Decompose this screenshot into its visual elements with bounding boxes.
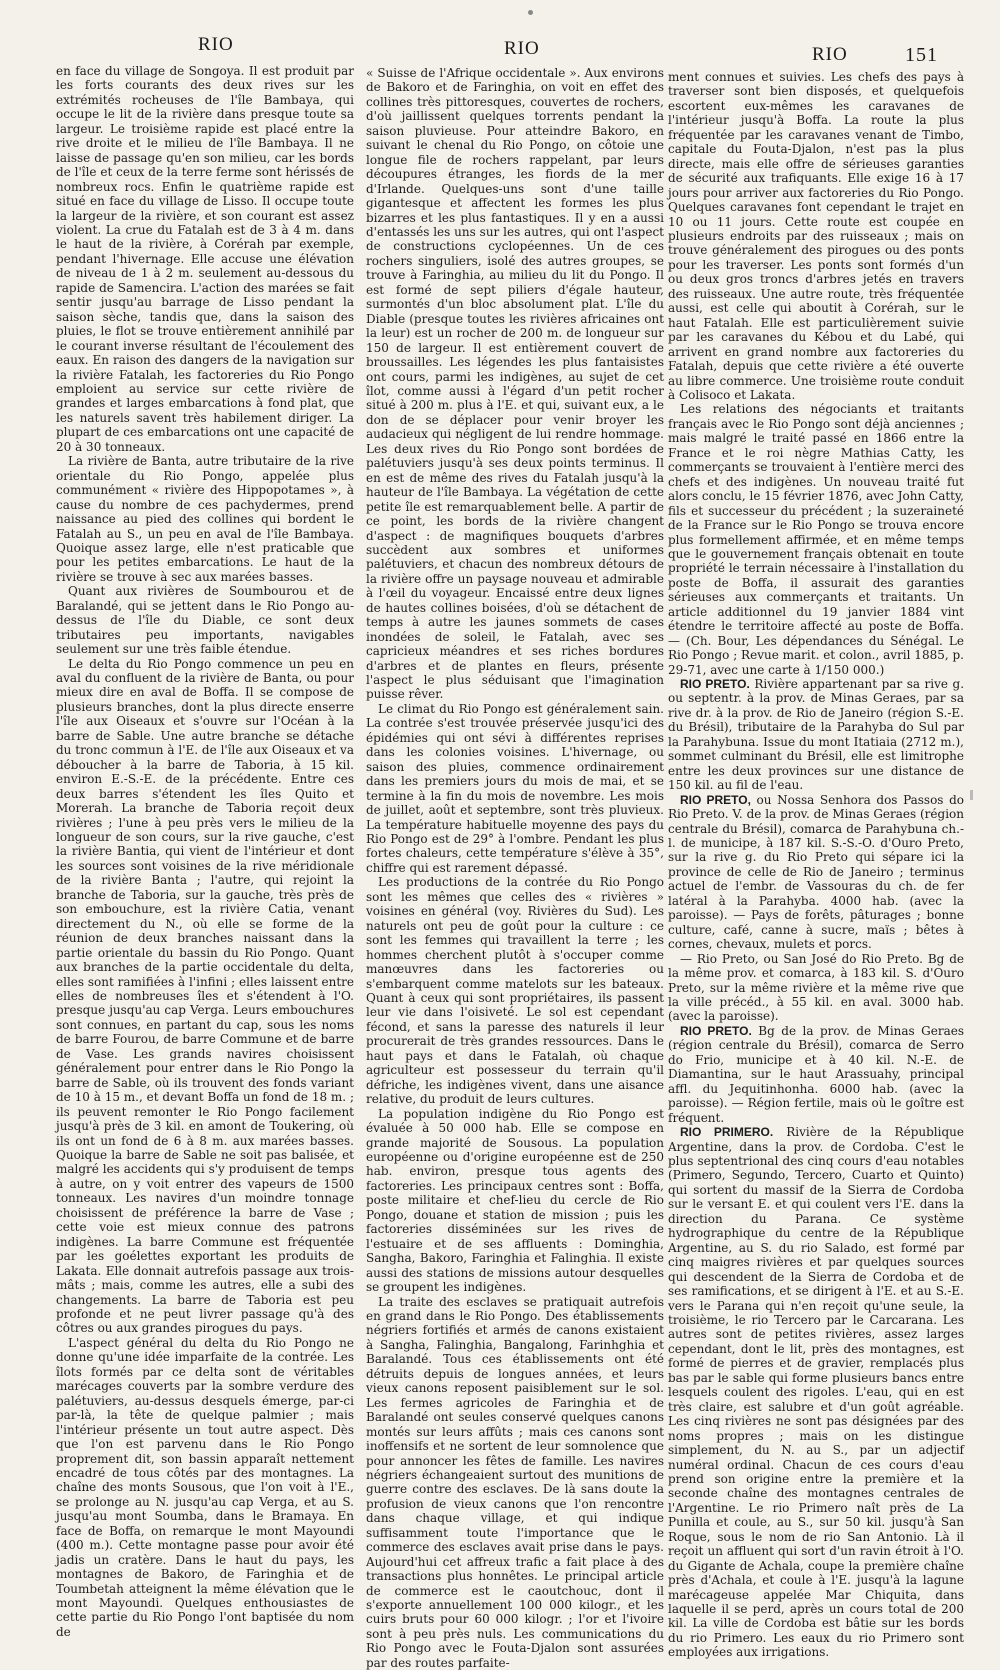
entry-headword: RIO PRETO.: [680, 1023, 752, 1038]
paragraph: Les productions de la contrée du Rio Pongo sont les mêmes que celles des « rivières » voisines en général (voy. Rivières du Sud). Les naturels ont peu de goût pour la culture : ce sont les femmes qui travaillent la terre ; les hommes cherchent plutôt à s'occuper comme manœuvres dans les factoreries ou s'embarquent comme matelots sur les bateaux. Quant à ceux qui sont propriétaires, ils passent leur vie dans l'oisiveté. Le sol est cependant fécond, et sans la paresse des naturels il leur procurerait de très grandes ressources. Dans le haut pays et dans le Fatalah, où chaque agriculteur est possesseur du terrain qu'il défriche, les indigènes vivent, dans une aisance relative, du produit de leurs cultures.: [366, 875, 664, 1107]
margin-mark: [970, 790, 973, 800]
paragraph: L'aspect général du delta du Rio Pongo ne donne qu'une idée imparfaite de la contrée. Les îlots formés par ce delta sont de véritables marécages couverts par la sombre verdure des palétuviers, au-dessus desquels émerge, par-ci par-là, la tête de quelque palmier ; mais l'intérieur présente un tout autre aspect. Dès que l'on est parvenu dans le Rio Pongo proprement dit, son bassin apparaît nettement encadré de tous côtés par des montagnes. La chaîne des monts Sousous, que l'on voit à l'E., se prolonge au N. jusqu'au cap Verga, et au S. jusqu'au mont Soumba, dans le Bramaya. En face de Boffa, on remarque le mont Mayoundi (400 m.). Cette montagne passe pour avoir été jadis un cratère. Dans le haut du pays, les montagnes de Bakoro, de Faringhia et de Toumbetah atteignent la même élévation que le mont Mayoundi. Quelques enthousiastes de cette partie du Rio Pongo l'ont baptisée du nom de: [56, 1335, 354, 1639]
entry-body: Bg de la prov. de Minas Geraes (région centrale du Brésil), comarca de Serro do Frio, municipe et à 40 kil. N.-E. de Diamantina, sur le haut Arassuahy, principal affl. du Jequitinhonha. 6000 hab. (avec la paroisse). — Région fertile, mais où le goître est fréquent.: [668, 1023, 965, 1125]
page-number: 151: [905, 44, 938, 66]
paragraph: La traite des esclaves se pratiquait autrefois en grand dans le Rio Pongo. Des établissements négriers fortifiés et armés de canons existaient à Sangha, Falinghia, Bangalong, Farinhghia et Baralandé. Tous ces établissements ont été détruits depuis de longues années, et leurs vieux canons reposent paisiblement sur le sol. Les fermes agricoles de Faringhia et de Baralandé ont seules conservé quelques canons montés sur leurs affûts ; mais ces canons sont inoffensifs et ne sortent de leur somnolence que pour annoncer les fêtes de famille. Les navires négriers échangeaient surtout des munitions de guerre contre des esclaves. De là sans doute la profusion de vieux canons que l'on rencontre dans chaque village, et qui indique suffisamment toute l'importance que le commerce des esclaves avait prise dans le pays. Aujourd'hui cet affreux trafic a fait place à des transactions plus honnêtes. Le principal article de commerce est le caoutchouc, dont il s'exporte annuellement 100 000 kilogr., et les cuirs bruts pour 60 000 kilogr. ; l'or et l'ivoire sont à peu près nuls. Les communications du Rio Pongo avec le Fouta-Djalon sont assurées par des routes parfaite-: [366, 1294, 664, 1670]
entry-rio-preto-town: [668, 793, 964, 952]
paragraph: La population indigène du Rio Pongo est évaluée à 50 000 hab. Elle se compose en grande majorité de Sousous. La population européenne ou d'origine européenne est de 250 hab. environ, presque tous agents des factoreries. Les principaux centres sont : Boffa, poste militaire et chef-lieu du cercle de Rio Pongo, douane et station de mission ; puis les factoreries disséminées sur les rives de l'estuaire et de ses affluents : Dominghia, Sangha, Bakoro, Faringhia et Falinghia. Il existe aussi des stations de missions autour desquelles se groupent les indigènes.: [366, 1106, 664, 1295]
entry-body: ou Nossa Senhora dos Passos do Rio Preto. V. de la prov. de Minas Geraes (région centrale du Brésil), comarca de Parahybuna ch.-l. de municipe, à 187 kil. S.-S.-O. d'Ouro Preto, sur la rive g. du Rio Preto qui sépare ici la province de celle de Rio de Janeiro ; terminus actuel de l'embr. de Vassouras du ch. de fer latéral à la Parahyba. 4000 hab. (avec la paroisse). — Pays de forêts, pâturages ; bonne culture, café, canne à sucre, maïs ; bêtes à cornes, chevaux, mulets et porcs.: [668, 792, 964, 952]
running-header-right: RIO: [812, 44, 848, 65]
entry-headword: RIO PRIMERO.: [680, 1125, 774, 1140]
entry-body: Rivière de la République Argentine, dans la prov. de Cordoba. C'est le plus septentrional des cinq cours d'eau notables (Primero, Segundo, Tercero, Cuarto et Quinto) qui sortent du massif de la Sierra de Cordoba sur le versant E. et qui coulent vers l'E. dans la direction du Parana. Ce système hydrographique du centre de la République Argentine, au S. du rio Salado, est formé par cinq maigres rivières et par quelques sources qui descendent de la Sierra de Cordoba et de ses ramifications, et se dirigent à l'E. et au S.-E. vers le Parana qui n'en reçoit qu'une seule, la troisième, le rio Tercero par le Carcarana. Les autres sont de petites rivières, assez larges cependant, dont le lit, près des montagnes, est formé de pierres et de gravier, remplacés plus bas par le sable qui forme plusieurs bancs entre lesquels coulent des rigoles. L'eau, qui en est très claire, est salubre et d'un goût agréable. Les cinq rivières ne sont pas désignées par des noms propres ; mais on les distingue simplement, du N. au S., par un adjectif numéral ordinal. Chacun de ces cours d'eau prend son origine entre la première et la seconde chaîne des montagnes centrales de l'Argentine. Le rio Primero naît près de La Punilla et coule, au S., sur 50 kil. jusqu'à San Roque, sous le nom de rio San Antonio. Là il reçoit un affluent qui sort d'un ravin étroit à l'O. du Gigante de Achala, coupe la première chaîne près d'Achala, et coule à l'E. jusqu'à la lagune marécageuse appelée Mar Chiquita, dans laquelle il se perd, après un cours total de 200 kil. La ville de Cordoba est bâtie sur les bords du rio Primero. Les eaux du rio Primero sont employées aux irrigations.: [668, 1125, 964, 1660]
column-middle: [366, 66, 664, 1670]
running-header-left: RIO: [198, 34, 234, 55]
entry-rio-preto-sub: [668, 952, 964, 1024]
paragraph: « Suisse de l'Afrique occidentale ». Aux environs de Bakoro et de Faringhia, on voit en effet des collines très pittoresques, couvertes de rochers, d'où jaillissent quelques torrents pendant la saison pluvieuse. Pour atteindre Bakoro, en suivant le chenal du Rio Pongo, on côtoie une longue file de rochers rappelant, par leurs découpures étranges, les fiords de la mer d'Irlande. Quelques-uns sont d'une taille gigantesque et affectent les formes les plus bizarres et les plus fantastiques. Il y en a aussi d'entassés les uns sur les autres, qui ont l'aspect de constructions cyclopéennes. Un de ces rochers singuliers, isolé des autres groupes, se trouve à Faringhia, au milieu du lit du Pongo. Il est formé de sept piliers d'égale hauteur, surmontés d'un bloc absolument plat. L'île du Diable (presque toutes les rivières africaines ont la leur) est un rocher de 200 m. de longueur sur 150 de largeur. Il est entièrement couvert de broussailles. Les légendes les plus fantaisistes ont cours, parmi les indigènes, au sujet de cet îlot, comme aussi à l'égard d'un petit rocher situé à 200 m. plus à l'E. et qui, suivant eux, a le don de se déplacer pour venir broyer les audacieux qui négligent de lui rendre hommage. Les deux rives du Rio Pongo sont bordées de palétuviers jusqu'à ses deux points terminus. Il en est de même des rives du Fatalah jusqu'à la hauteur de l'île Bambaya. La végétation de cette petite île est remarquablement belle. A partir de ce point, les bords de la rivière changent d'aspect : de magnifiques bouquets d'arbres succèdent aux sombres et uniformes palétuviers, et chacun des nombreux détours de la rivière offre un paysage nouveau et admirable à l'œil du voyageur. Encaissé entre deux lignes de hautes collines boisées, d'où se détachent de temps à autre les jaunes sommets de cases inondées de soleil, le Fatalah, avec ses capricieux méandres et ses riches bordures d'arbres et de plantes en fleurs, présente l'aspect le plus séduisant que l'imagination puisse rêver.: [366, 66, 664, 702]
ink-dot: [528, 10, 533, 15]
column-left: [56, 64, 354, 1639]
paragraph: Le climat du Rio Pongo est généralement sain. La contrée s'est trouvée préservée jusqu'ici des épidémies qui ont sévi à différentes reprises dans les colonies voisines. L'hivernage, ou saison des pluies, commence ordinairement dans les premiers jours du mois de mai, et se termine à la fin du mois de novembre. Les mois de juillet, août et septembre, sont très pluvieux. La température habituelle moyenne des pays du Rio Pongo est de 29° à l'ombre. Pendant les plus fortes chaleurs, cette température s'élève à 35°, chiffre qui est rarement dépassé.: [366, 701, 664, 875]
entry-rio-primero: [668, 1125, 964, 1660]
paragraph: La rivière de Banta, autre tributaire de la rive orientale du Rio Pongo, appelée plus communément « rivière des Hippopotames », à cause du nombre de ces pachydermes, prend naissance au pied des collines qui bordent le Fatalah au S., un peu en aval de l'île Bambaya. Quoique assez large, elle n'est praticable que pour les petites embarcations. Le haut de la rivière se trouve à sec aux marées basses.: [56, 454, 354, 584]
paragraph: en face du village de Songoya. Il est produit par les forts courants des deux rives sur les extrémités rocheuses de l'île Bambaya, qui occupe le lit de la rivière dans presque toute sa largeur. Le troisième rapide est placé entre la rive droite et le milieu de l'île Bambaya. Il ne laisse de passage qu'en son milieu, car les bords de l'île et ceux de la terre ferme sont hérissés de nombreux rocs. Enfin le quatrième rapide est situé en face du village de Lisso. Il occupe toute la largeur de la rivière, et son courant est assez violent. La crue du Fatalah est de 3 à 4 m. dans le haut de la rivière, à Corérah par exemple, pendant l'hivernage. Elle accuse une élévation de niveau de 1 à 2 m. seulement au-dessous du rapide de Samencira. L'action des marées se fait sentir jusqu'au barrage de Lisso pendant la saison sèche, tandis que, dans la saison des pluies, le flot se trouve entièrement annihilé par le courant inverse résultant de l'écoulement des eaux. En raison des dangers de la navigation sur la rivière Fatalah, les factoreries du Rio Pongo emploient au service sur cette rivière de grandes et larges embarcations à fond plat, que les naturels savent très habilement diriger. La plupart de ces embarcations ont une capacité de 20 à 30 tonneaux.: [56, 64, 354, 454]
entry-body: — Rio Preto, ou San José do Rio Preto. Bg de la même prov. et comarca, à 183 kil. S. d'Ouro Preto, sur la même rivière et la même rive que la ville précéd., à 55 kil. en aval. 3000 hab. (avec la paroisse).: [668, 951, 964, 1024]
paragraph: Le delta du Rio Pongo commence un peu en aval du confluent de la rivière de Banta, ou pour mieux dire en aval de Boffa. Il se compose de plusieurs branches, dont la plus directe enserre l'île aux Oiseaux et s'ouvre sur l'Océan à la barre de Sable. Une autre branche se détache du tronc commun à l'E. de l'île aux Oiseaux et va déboucher à la barre de Taboria, à 15 kil. environ E.-S.-E. de la précédente. Entre ces deux barres s'étendent les îles Quito et Morerah. La branche de Taboria reçoit deux rivières ; l'une à peu près vers le milieu de la longueur de son cours, sur la rive gauche, c'est la rivière Bantia, qui vient de l'intérieur et dont les sources sont voisines de la rive méridionale de la rivière Banta ; l'autre, qui rejoint la branche de Taboria, sur la gauche, très près de son embouchure, est la rivière Catia, venant directement du N., où elle se forme de la réunion de deux branches naissant dans la partie orientale du bassin du Rio Pongo. Quant aux branches de la partie occidentale du delta, elles sont ramifiées à l'infini ; elles laissent entre elles de nombreuses îles et s'étendent à l'O. presque jusqu'au cap Verga. Leurs embouchures sont connues, en partant du cap, sous les noms de barre Fourou, de barre Commune et de barre de Vase. Les grands navires choisissent généralement pour entrer dans le Rio Pongo la barre de Sable, où ils trouvent des fonds variant de 10 à 15 m., et devant Boffa un fond de 18 m. ; ils peuvent remonter le Rio Pongo facilement jusqu'à près de 3 kil. en amont de Toukering, où ils ont un fond de 6 à 8 m. aux marées basses. Quoique la barre de Sable ne soit pas balisée, et malgré les accidents qui s'y produisent de temps à autre, on y voit entrer des vapeurs de 1500 tonneaux. Les navires d'un moindre tonnage choisissent de préférence la barre de Vase ; cette voie est mieux connue des patrons indigènes. La barre Commune est fréquentée par les goélettes exportant les produits de Lakata. Elle donnait autrefois passage aux trois-mâts ; mais, comme les autres, elle a subi des changements. La barre de Taboria est peu profonde et ne peut livrer passage qu'à des côtres ou aux grandes pirogues du pays.: [56, 656, 354, 1336]
paragraph: Les relations des négociants et traitants français avec le Rio Pongo sont déjà anciennes ; mais malgré le traité passé en 1866 entre la France et le roi nègre Mathias Catty, les commerçants se trouvaient à l'entière merci des chefs et des indigènes. Un nouveau traité fut alors conclu, le 15 février 1876, avec John Catty, fils et successeur du précédent ; la suzeraineté de la France sur le Rio Pongo se trouva encore plus formellement affirmée, et en même temps que le gouvernement français obtenait en toute propriété le terrain nécessaire à l'installation du poste de Boffa, il assurait des garanties sérieuses aux commerçants et traitants. Un article additionnel du 19 janvier 1884 vint étendre le territoire affecté au poste de Boffa. — (Ch. Bour, Les dépendances du Sénégal. Le Rio Pongo ; Revue marit. et colon., avril 1885, p. 29-71, avec une carte à 1/150 000.): [668, 402, 964, 677]
entry-headword: RIO PRETO.: [680, 677, 750, 692]
entry-body: Rivière appartenant par sa rive g. ou septentr. à la prov. de Minas Geraes, par sa rive dr. à la prov. de Rio de Janeiro (région S.-E. du Brésil), tributaire de la Parahyba do Sul par la Parahybuna. Issue du mont Itatiaia (2712 m.), sommet culminant du Brésil, elle est limitrophe entre les deux provinces sur une distance de 150 kil. au fil de l'eau.: [668, 677, 965, 793]
entry-headword: RIO PRETO,: [680, 792, 751, 807]
entry-rio-preto-bourg: [668, 1024, 964, 1125]
column-right: [668, 70, 965, 1660]
paragraph: ment connues et suivies. Les chefs des pays à traverser sont bien disposés, et quelquefois escortent eux-mêmes les caravanes de l'intérieur jusqu'à Boffa. La route la plus fréquentée par les caravanes venant de Timbo, capitale du Fouta-Djalon, n'est pas la plus directe, mais elle offre de sérieuses garanties de sécurité aux trafiquants. Elle exige 16 à 17 jours pour arriver aux factoreries du Rio Pongo. Quelques caravanes font cependant le trajet en 10 ou 11 jours. Cette route est coupée en plusieurs endroits par des ruisseaux ; mais on trouve généralement des pirogues ou des ponts pour les traverser. Les ponts sont formés d'un ou deux gros troncs d'arbres jetés en travers des ruisseaux. Une autre route, très fréquentée aussi, est celle qui aboutit à Corérah, sur le haut Fatalah. Elle est particulièrement suivie par les caravanes du Kébou et du Labé, qui arrivent en grand nombre aux factoreries du Fatalah, depuis que cette rivière a été ouverte au libre commerce. Une troisième route conduit à Colisoco et Lakata.: [668, 70, 964, 402]
running-header-center: RIO: [504, 38, 540, 59]
entry-rio-preto-river: [668, 677, 964, 793]
paragraph: Quant aux rivières de Soumbourou et de Baralandé, qui se jettent dans le Rio Pongo au-dessus de l'île du Diable, ce sont deux tributaires peu importants, navigables seulement sur une très faible étendue.: [56, 584, 354, 657]
